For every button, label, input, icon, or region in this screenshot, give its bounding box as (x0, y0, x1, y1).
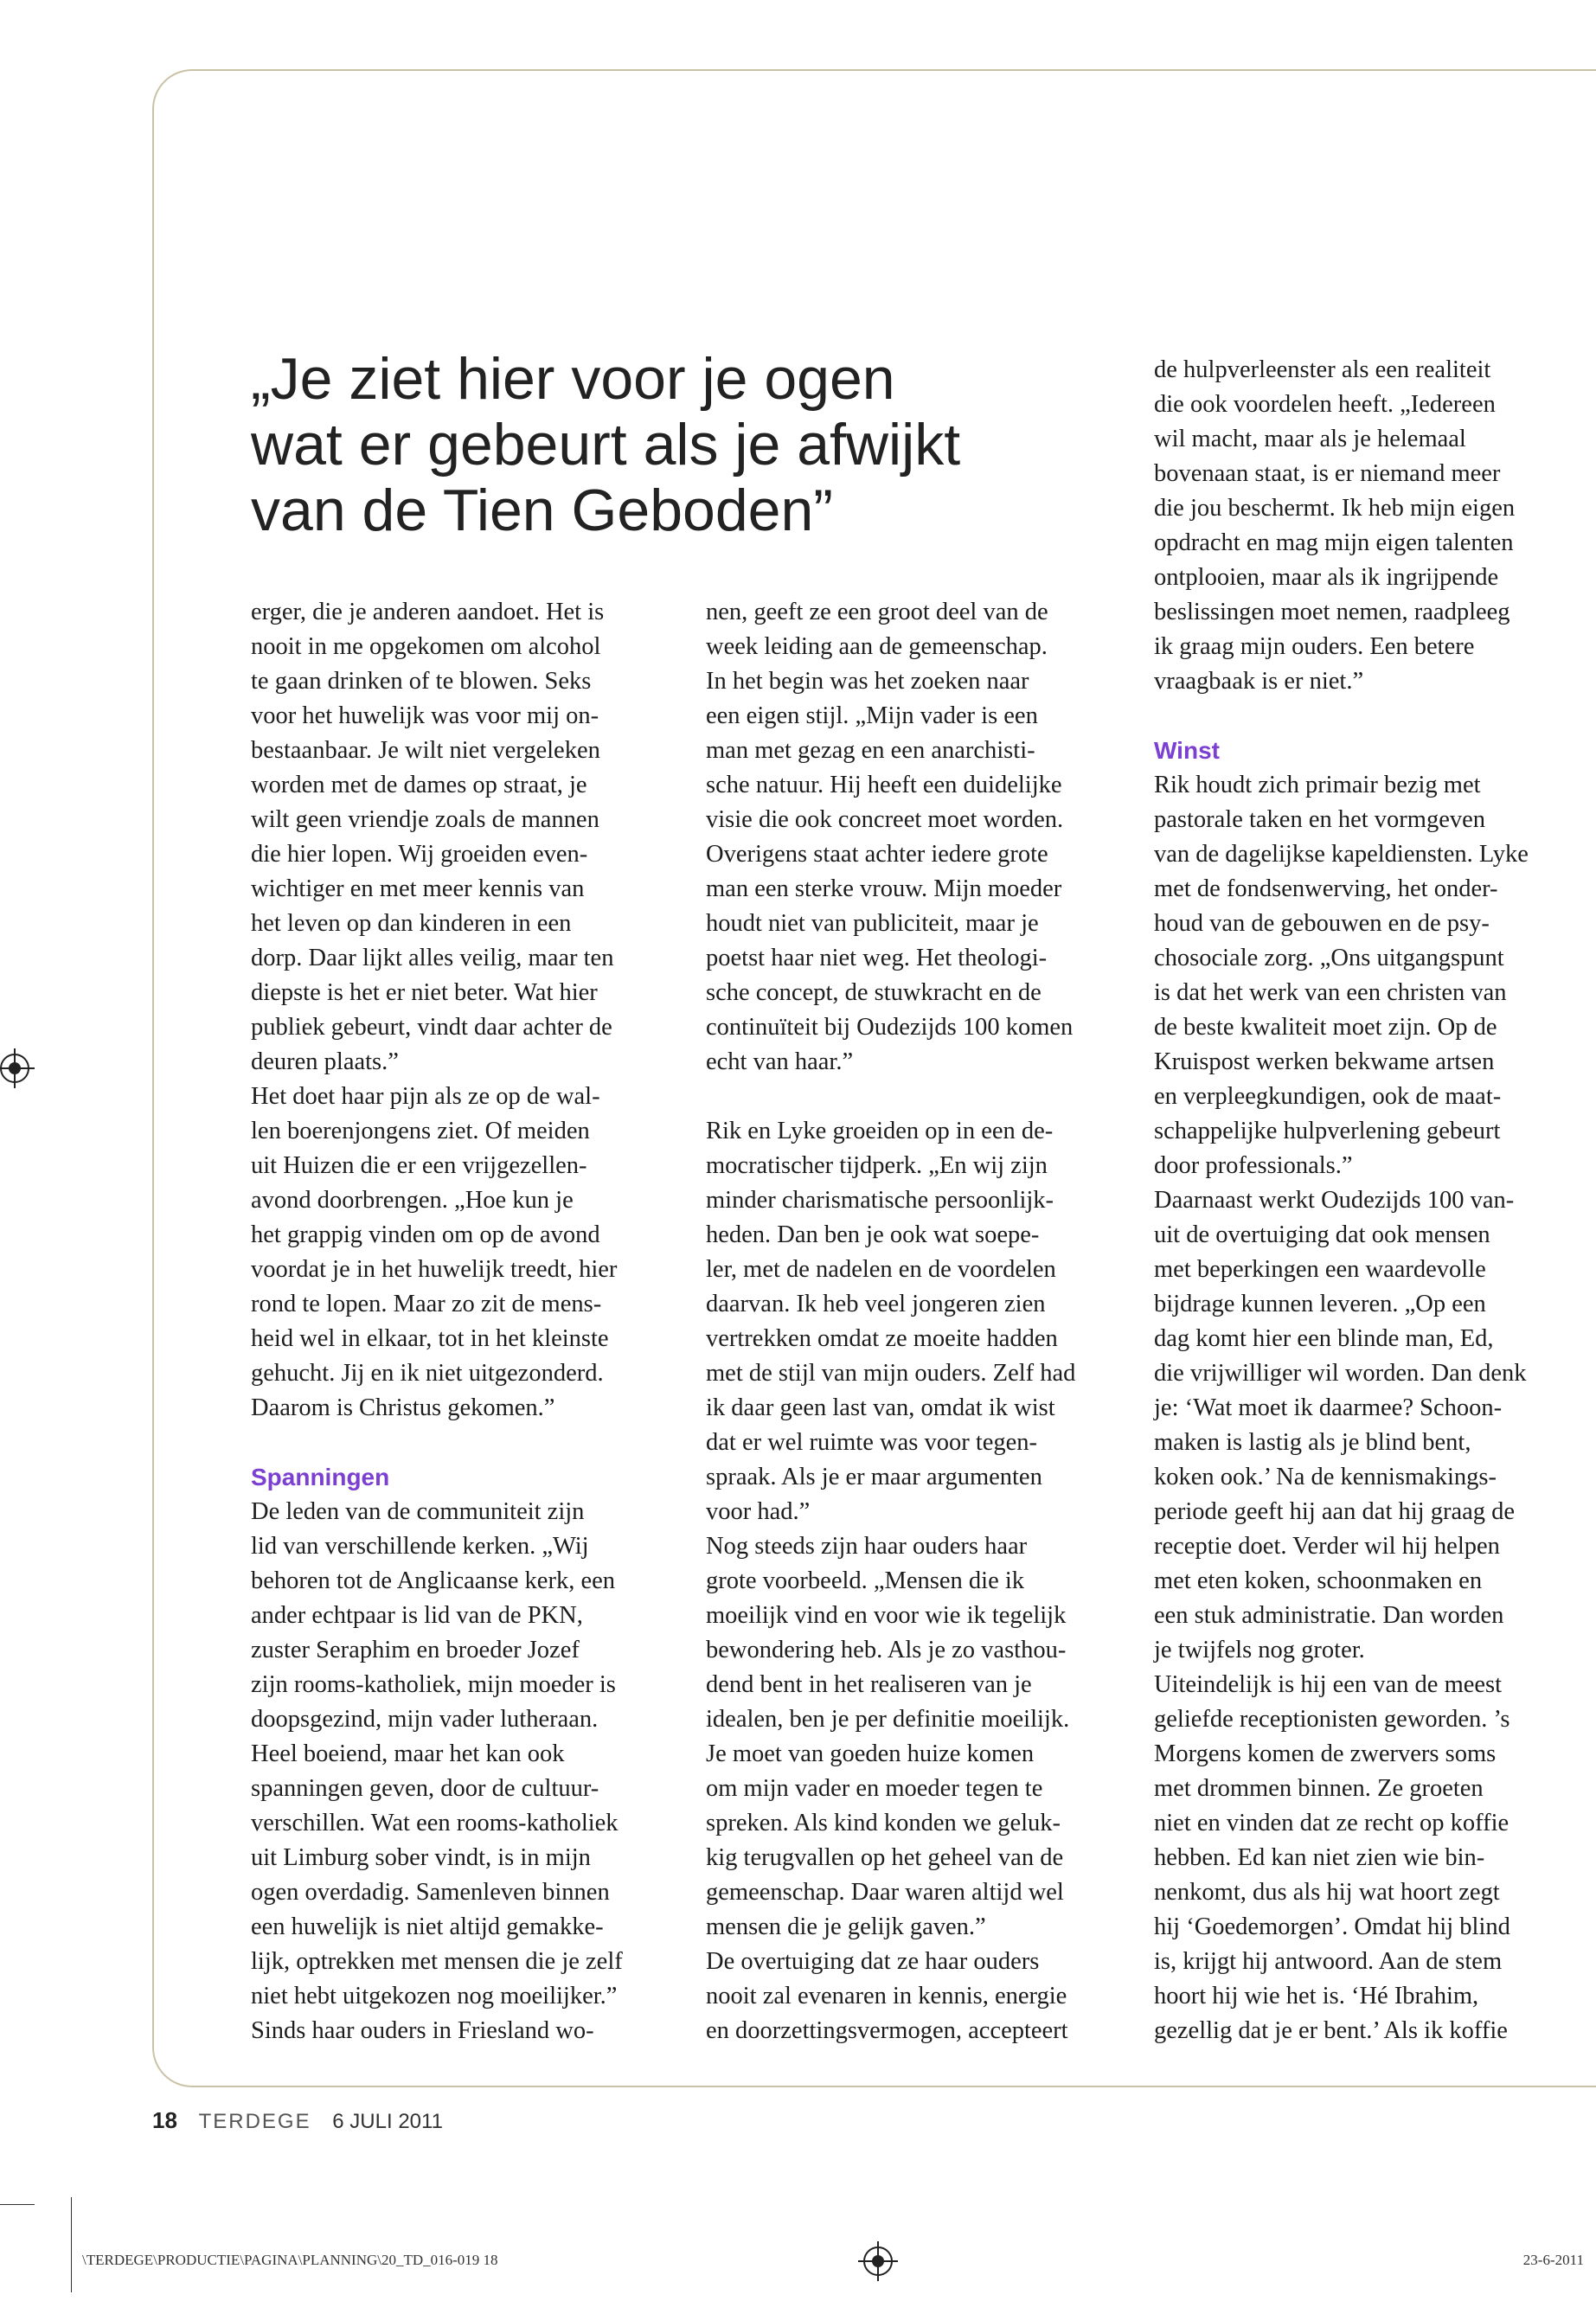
paragraph: De leden van de communiteit zijn lid van verschillende kerken. „Wij behoren tot de Anglicaanse kerk, een ander echtpaar is lid van de PKN, zuster Seraphim en broeder Jozef zijn rooms-katholiek, mijn moeder is doopsgezind, mijn vader lutheraan. Heel boeiend, maar het kan ook spanningen geven, door de cultuur- verschillen. Wat een rooms-katholiek uit Limburg sober vindt, is in mijn ogen overdadig. Samenleven binnen een huwelijk is niet altijd gemakke- lijk, optrekken met mensen die je zelf niet hebt uitgekozen nog moeilijker.” Sinds haar ouders in Friesland wo- (251, 1498, 623, 2044)
page-footer (152, 2107, 443, 2134)
column-2 (706, 595, 1156, 2048)
page-number: 18 (152, 2107, 177, 2133)
headline-line: wat er gebeurt als je afwijkt (251, 412, 961, 478)
slug-path: \TERDEGE\PRODUCTIE\PAGINA\PLANNING\20_TD_016-019 18 (82, 2252, 498, 2268)
headline (251, 346, 1029, 543)
slug-date: 23-6-2011 (1522, 2252, 1584, 2268)
paragraph: de hulpverleenster als een realiteit die ook voordelen heeft. „Iedereen wil macht, maar als je helemaal bovenaan staat, is er niemand meer die jou beschermt. Ik heb mijn eigen opdracht en mag mijn eigen talenten ontplooien, maar als ik ingrijpende beslissingen moet nemen, raadpleeg ik graag mijn ouders. Een betere vraagbaak is er niet.” (1154, 356, 1516, 695)
paragraph: Rik houdt zich primair bezig met pastorale taken en het vormgeven van de dagelijkse kapeldiensten. Lyke met de fondsenwerving, het onder- houd van de gebouwen en de psy- chosociale zorg. „Ons uitgangspunt is dat het werk van een christen van de beste kwaliteit moet zijn. Op de Kruispost werken bekwame artsen en verpleegkundigen, ook de maat- schappelijke hulpverlening gebeurt door professionals.” (1154, 772, 1529, 1179)
paragraph: Nog steeds zijn haar ouders haar grote voorbeeld. „Mensen die ik moeilijk vind en voor wie ik tegelijk bewondering heb. Als je zo vasthou- dend bent in het realiseren van je idealen, ben je per definitie moeilijk. Je moet van goeden huize komen om mijn vader en moeder tegen te spreken. Als kind konden we geluk- kig terugvallen op het geheel van de gemeenschap. Daar waren altijd wel mensen die je gelijk gaven.” (706, 1533, 1070, 1940)
paragraph: Uiteindelijk is hij een van de meest geliefde receptionisten geworden. ’s Morgens komen de zwervers soms met drommen binnen. Ze groeten niet en vinden dat ze recht op koffie hebben. Ed kan niet zien wie bin- nenkomt, dus als hij wat hoort zegt hij ‘Goedemorgen’. Omdat hij blind is, krijgt hij antwoord. Aan de stem hoort hij wie het is. ‘Hé Ibrahim, gezellig dat je er bent.’ Als ik koffie (1154, 1671, 1510, 2044)
registration-mark-icon (863, 2247, 893, 2276)
section-heading-spanningen: Spanningen (251, 1464, 390, 1490)
issue-date: 6 JULI 2011 (332, 2110, 443, 2133)
section-heading-winst: Winst (1154, 737, 1220, 764)
paragraph: De overtuiging dat ze haar ouders nooit zal evenaren in kennis, energie en doorzettingsvermogen, accepteert (706, 1948, 1068, 2044)
crop-mark (0, 2204, 35, 2205)
headline-line: „Je ziet hier voor je ogen (251, 346, 895, 412)
paragraph: erger, die je anderen aandoet. Het is nooit in me opgekomen om alcohol te gaan drinken of te blowen. Seks voor het huwelijk was voor mij on- bestaanbaar. Je wilt niet vergeleken worden met de dames op straat, je wilt geen vriendje zoals de mannen die hier lopen. Wij groeiden even- wichtiger en met meer kennis van het leven op dan kinderen in een dorp. Daar lijkt alles veilig, maar ten diepste is het er niet beter. Wat hier publiek gebeurt, vindt daar achter de deuren plaats.” (251, 599, 614, 1075)
paragraph: Rik en Lyke groeiden op in een de- mocratischer tijdperk. „En wij zijn minder charismatische persoonlijk- heden. Dan ben je ook wat soepe- ler, met de nadelen en de voordelen daarvan. Ik heb veel jongeren zien vertrekken omdat ze moeite hadden met de stijl van mijn ouders. Zelf had ik daar geen last van, omdat ik wist dat er wel ruimte was voor tegen- spraak. Als je er maar argumenten voor had.” (706, 1118, 1076, 1525)
crop-mark (71, 2197, 72, 2292)
headline-line: van de Tien Geboden” (251, 478, 833, 543)
paragraph: nen, geeft ze een groot deel van de week leiding aan de gemeenschap. In het begin was het zoeken naar een eigen stijl. „Mijn vader is een man met gezag en een anarchisti- sche natuur. Hij heeft een duidelijke visie die ook concreet moet worden. Overigens staat achter iedere grote man een sterke vrouw. Mijn moeder houdt niet van publiciteit, maar je poetst haar niet weg. Het theologi- sche concept, de stuwkracht en de continuïteit bij Oudezijds 100 komen echt van haar.” (706, 599, 1074, 1075)
magazine-name: TERDEGE (198, 2110, 311, 2133)
paragraph: Daarnaast werkt Oudezijds 100 van- uit de overtuiging dat ook mensen met beperkingen een waardevolle bijdrage kunnen leveren. „Op een dag komt hier een blinde man, Ed, die vrijwilliger wil worden. Dan denk je: ‘Wat moet ik daarmee? Schoon- maken is lastig als je blind bent, koken ook.’ Na de kennismakings- periode geeft hij aan dat hij graag de receptie doet. Verder wil hij helpen met eten koken, schoonmaken en een stuk administratie. Dan worden je twijfels nog groter. (1154, 1187, 1527, 1663)
registration-mark-icon (0, 1054, 29, 1083)
column-3 (1154, 353, 1596, 2048)
column-1 (251, 595, 701, 2048)
paragraph: Het doet haar pijn als ze op de wal- len boerenjongens ziet. Of meiden uit Huizen die er een vrijgezellen- avond doorbrengen. „Hoe kun je het grappig vinden om op de avond voordat je in het huwelijk treedt, hier rond te lopen. Maar zo zit de mens- heid wel in elkaar, tot in het kleinste gehucht. Jij en ik niet uitgezonderd. Daarom is Christus gekomen.” (251, 1083, 618, 1421)
